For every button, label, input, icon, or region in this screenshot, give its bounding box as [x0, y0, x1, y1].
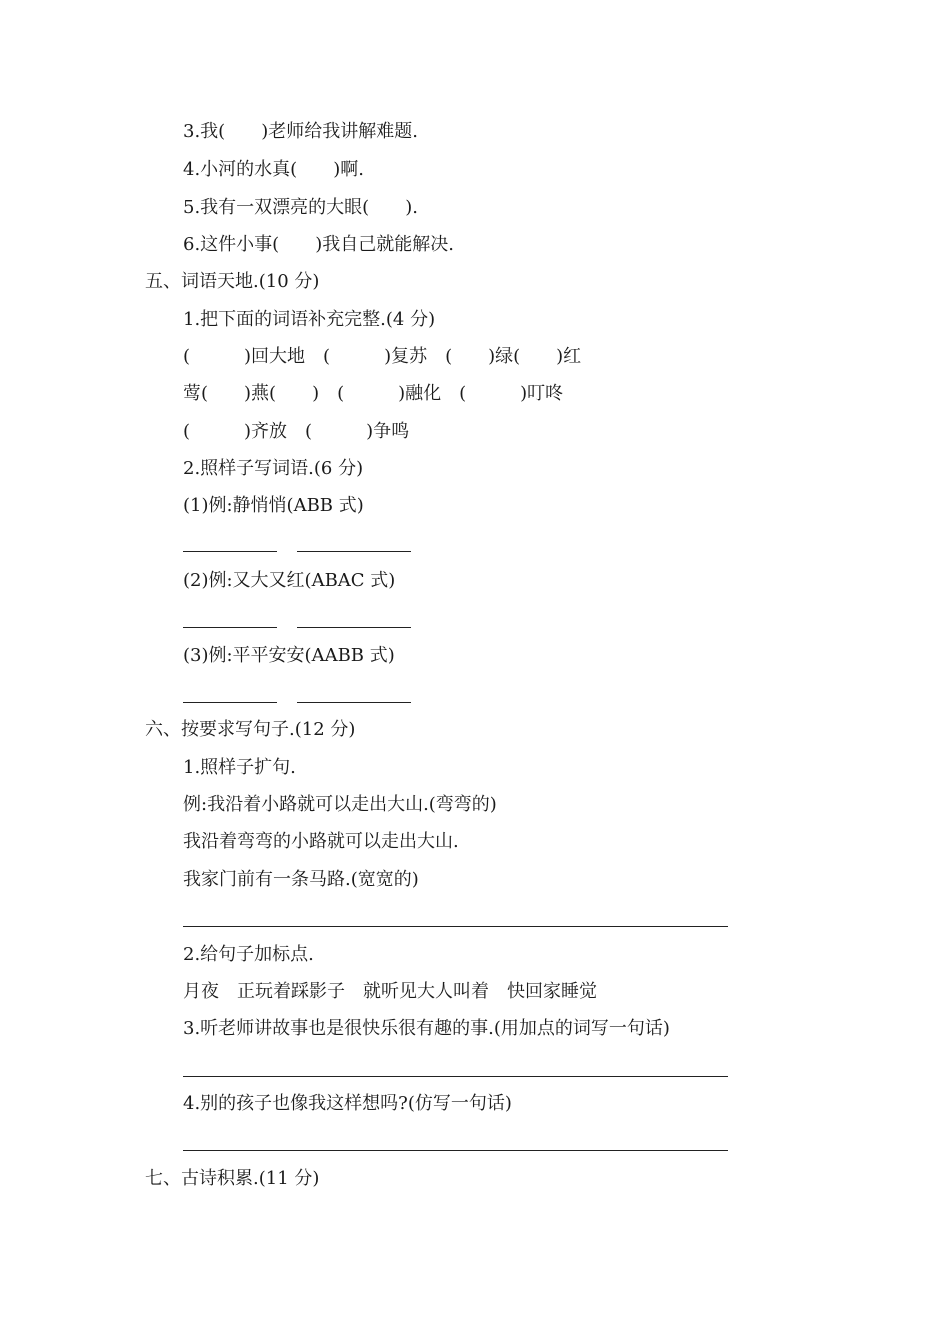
- section-5-sub1: 1.把下面的词语补充完整.(4 分): [183, 309, 436, 330]
- answer-blank[interactable]: [297, 627, 411, 628]
- section-6-sub4: 4.别的孩子也像我这样想吗?(仿写一句话): [183, 1093, 512, 1114]
- fill-question-3: 3.我( )老师给我讲解难题.: [183, 121, 418, 142]
- section-5-heading: 五、词语天地.(10 分): [145, 271, 320, 292]
- answer-blank[interactable]: [297, 702, 411, 703]
- pattern-example-3: (3)例:平平安安(AABB 式): [183, 645, 395, 666]
- section-5-sub2: 2.照样子写词语.(6 分): [183, 458, 364, 479]
- fill-question-4: 4.小河的水真( )啊.: [183, 159, 364, 180]
- word-completion-row-3: ( )齐放 ( )争鸣: [183, 421, 410, 442]
- pattern-example-1: (1)例:静悄悄(ABB 式): [183, 495, 364, 516]
- punctuation-sentence: 月夜 正玩着踩影子 就听见大人叫着 快回家睡觉: [183, 981, 597, 1002]
- expand-example: 例:我沿着小路就可以走出大山.(弯弯的): [183, 794, 497, 815]
- answer-blank[interactable]: [183, 702, 277, 703]
- answer-blank[interactable]: [183, 627, 277, 628]
- section-6-sub1: 1.照样子扩句.: [183, 757, 296, 778]
- answer-line[interactable]: [183, 1150, 728, 1151]
- word-completion-row-1: ( )回大地 ( )复苏 ( )绿( )红: [183, 346, 582, 367]
- section-7-heading: 七、古诗积累.(11 分): [145, 1168, 320, 1189]
- answer-blank[interactable]: [297, 551, 411, 552]
- answer-blank[interactable]: [183, 551, 277, 552]
- section-6-sub3: 3.听老师讲故事也是很快乐很有趣的事.(用加点的词写一句话): [183, 1018, 670, 1039]
- section-6-heading: 六、按要求写句子.(12 分): [145, 719, 356, 740]
- expand-example-answer: 我沿着弯弯的小路就可以走出大山.: [183, 831, 459, 852]
- answer-line[interactable]: [183, 1076, 728, 1077]
- section-6-sub2: 2.给句子加标点.: [183, 944, 314, 965]
- fill-question-6: 6.这件小事( )我自己就能解决.: [183, 234, 454, 255]
- expand-task: 我家门前有一条马路.(宽宽的): [183, 869, 419, 890]
- fill-question-5: 5.我有一双漂亮的大眼( ).: [183, 197, 418, 218]
- word-completion-row-2: 莺( )燕( ) ( )融化 ( )叮咚: [183, 383, 564, 404]
- answer-line[interactable]: [183, 926, 728, 927]
- pattern-example-2: (2)例:又大又红(ABAC 式): [183, 570, 396, 591]
